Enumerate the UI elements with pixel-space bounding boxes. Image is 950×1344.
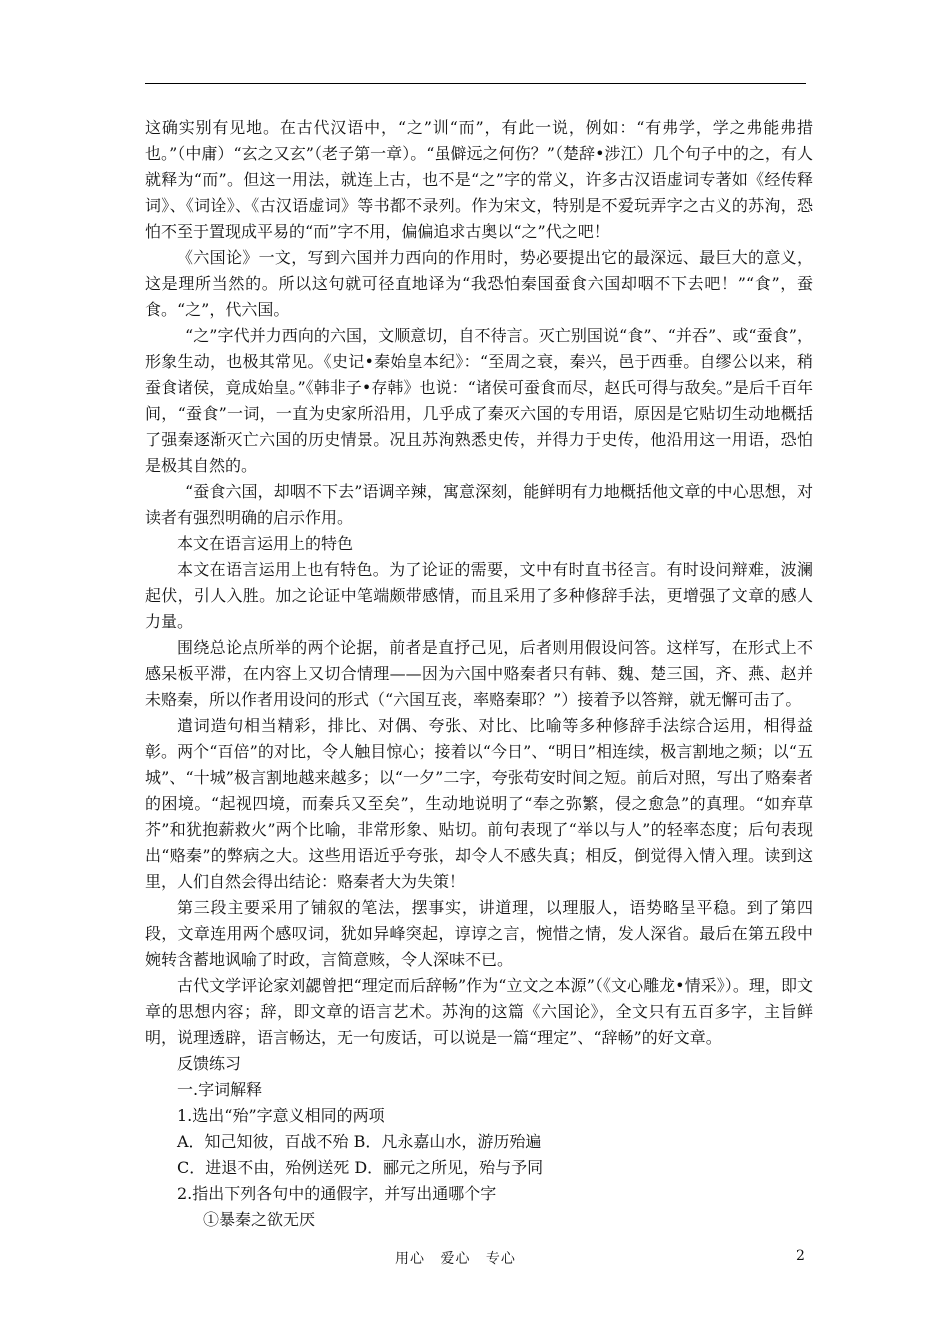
exercise-heading: 反馈练习	[177, 1054, 242, 1073]
exercise-options-cd: C．进退不由，殆例送死 D．郦元之所见，殆与予同	[177, 1158, 544, 1177]
paragraph-6: 围绕总论点所举的两个论据，前者是直抒己见，后者则用假设问答。这样写，在形式上不感呆板平滞，在内容上又切合情理——因为六国中赂秦者只有韩、魏、楚三国，齐、燕、赵并未赂秦，所以作者用设问的形式（“六国互丧，率赂秦耶？”）接着予以答辩，就无懈可击了。	[145, 638, 813, 709]
section-heading-language: 本文在语言运用上的特色	[177, 534, 354, 553]
paragraph-2: 《六国论》一文，写到六国并力西向的作用时，势必要提出它的最深远、最巨大的意义，这是理所当然的。所以这句就可径直地译为“我恐怕秦国蚕食六国却咽不下去吧！”“食”，蚕食。“之”，代六国。	[145, 248, 813, 319]
header-rule	[145, 83, 806, 84]
paragraph-3: “之”字代并力西向的六国，文顺意切，自不待言。灭亡别国说“食”、“并吞”、或“蚕食”，形象生动，也极其常见。《史记•秦始皇本纪》：“至周之衰，秦兴，邑于西垂。自缪公以来，稍蚕食诸侯，竟成始皇。”《韩非子•存韩》也说：“诸侯可蚕食而尽，赵氏可得与敌矣。”是后千百年间，“蚕食”一词，一直为史家所沿用，几乎成了秦灭六国的专用语，原因是它贴切生动地概括了强秦逐渐灭亡六国的历史情景。况且苏洵熟悉史传，并得力于史传，他沿用这一用语，恐怕是极其自然的。	[145, 326, 813, 475]
page-number: 2	[796, 1248, 805, 1264]
paragraph-8: 第三段主要采用了铺叙的笔法，摆事实，讲道理，以理服人，语势略呈平稳。到了第四段，文章连用两个感叹词，犹如异峰突起，谆谆之言，惋惜之情，发人深省。最后在第五段中婉转含蓄地讽喻了时政，言简意赅，令人深味不已。	[145, 898, 813, 969]
paragraph-1: 这确实别有见地。在古代汉语中，“之”训“而”，有此一说，例如：“有弗学，学之弗能弗措也。”（中庸）“玄之又玄”（老子第一章）。“虽僻远之何伤？”（楚辞•涉江）几个句子中的之，有人就释为“而”。但这一用法，就连上古，也不是“之”字的常义，许多古汉语虚词专著如《经传释词》、《词诠》、《古汉语虚词》等书都不录列。作为宋文，特别是不爱玩弄字之古义的苏洵，恐怕不至于置现成平易的“而”字不用，偏偏追求古奥以“之”代之吧！	[145, 118, 813, 241]
paragraph-7: 遣词造句相当精彩，排比、对偶、夸张、对比、比喻等多种修辞手法综合运用，相得益彰。两个“百倍”的对比，令人触目惊心；接着以“今日”、“明日”相连续，极言割地之频；以“五城”、“十城”极言割地越来越多；以“一夕”二字，夸张苟安时间之短。前后对照，写出了赂秦者的困境。“起视四境，而秦兵又至矣”，生动地说明了“奉之弥繁，侵之愈急”的真理。“如弃草芥”和犹抱薪救火”两个比喻，非常形象、贴切。前句表现了“举以与人”的轻率态度；后句表现出“赂秦”的弊病之大。这些用语近乎夸张，却令人不感失真；相反，倒觉得入情入理。读到这里，人们自然会得出结论：赂秦者大为失策！	[145, 716, 813, 891]
exercise-section-1: 一.字词解释	[177, 1080, 263, 1099]
paragraph-5: 本文在语言运用上也有特色。为了论证的需要，文中有时直书径言。有时设问辩难，波澜起伏，引人入胜。加之论证中笔端颇带感情，而且采用了多种修辞手法，更增强了文章的感人力量。	[145, 560, 813, 631]
exercise-question-1: 1.选出“殆”字意义相同的两项	[177, 1106, 385, 1125]
exercise-question-2: 2.指出下列各句中的通假字，并写出通哪个字	[177, 1184, 497, 1203]
paragraph-9: 古代文学评论家刘勰曾把“理定而后辞畅”作为“立文之本源”（《文心雕龙•情采》）。理，即文章的思想内容；辞，即文章的语言艺术。苏洵的这篇《六国论》，全文只有五百多字，主旨鲜明，说理透辟，语言畅达，无一句废话，可以说是一篇“理定”、“辞畅”的好文章。	[145, 976, 813, 1047]
exercise-item-1: ①暴秦之欲无厌	[203, 1210, 316, 1229]
exercise-options-ab: A．知己知彼，百战不殆 B．凡永嘉山水，游历殆遍	[177, 1132, 542, 1151]
footer-motto: 用心 爱心 专心	[395, 1251, 516, 1267]
document-body	[145, 115, 813, 1233]
paragraph-4: “蚕食六国，却咽不下去”语调辛辣，寓意深刻，能鲜明有力地概括他文章的中心思想，对读者有强烈明确的启示作用。	[145, 482, 813, 527]
